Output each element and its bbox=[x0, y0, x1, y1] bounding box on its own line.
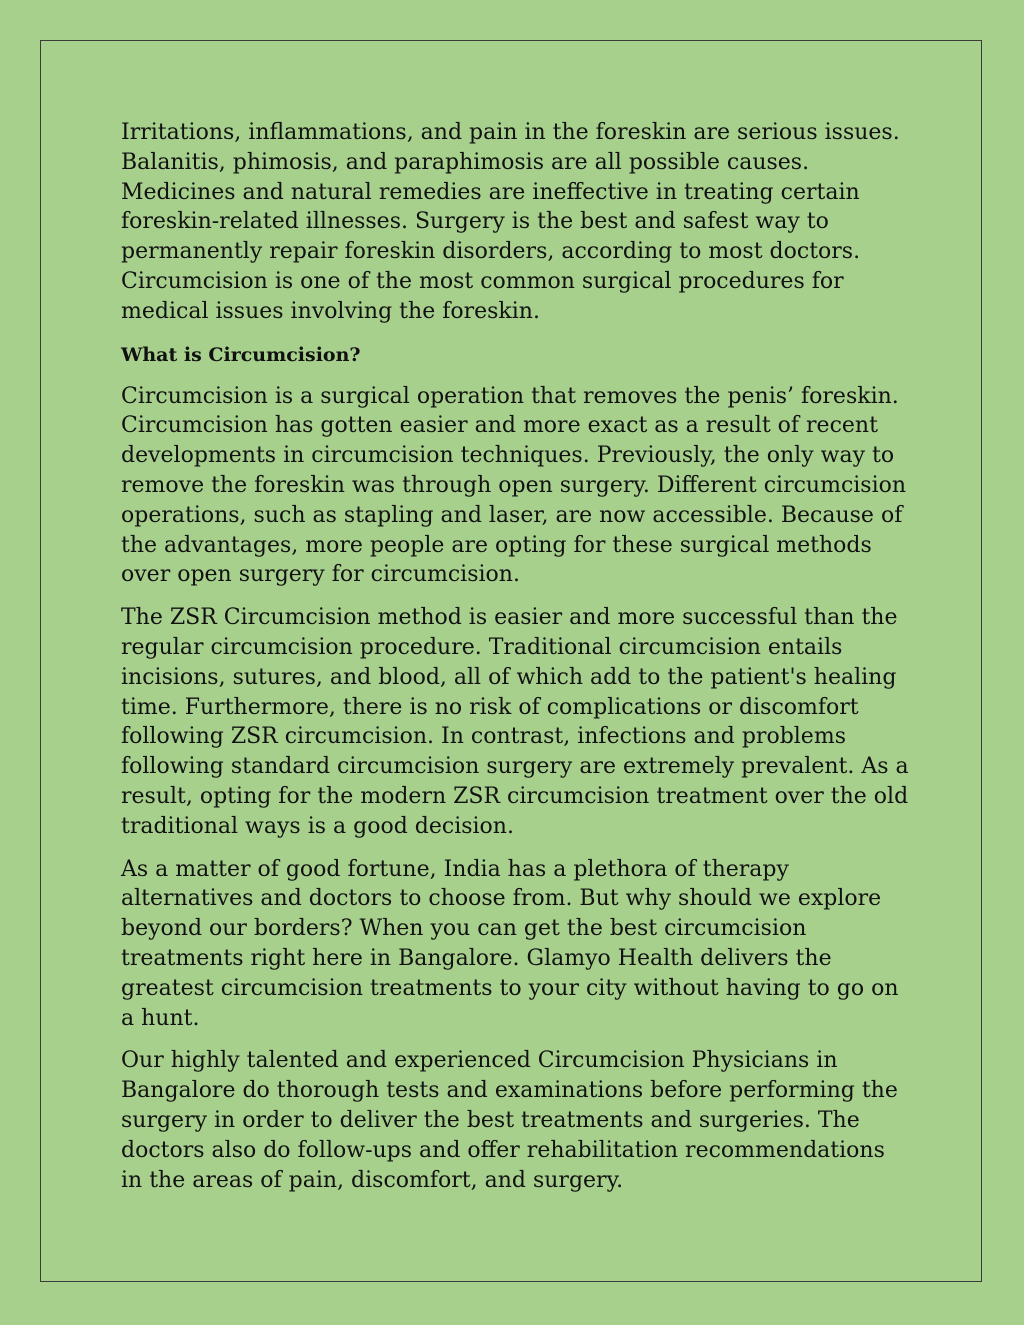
document-body bbox=[121, 118, 911, 1195]
paragraph-definition: Circumcision is a surgical operation that removes the penis’ foreskin. Circumcision has gotten easier and more exact as a result of recent developments in circumcision techniques. Previously, the only way to remove the foreskin was through open surgery. Different circumcision operations, such as stapling and laser, are now accessible. Because of the advantages, more people are opting for these surgical methods over open surgery for circumcision. bbox=[121, 383, 907, 588]
section-heading: What is Circumcision? bbox=[121, 343, 361, 366]
paragraph-zsr-method: The ZSR Circumcision method is easier and more successful than the regular circumcision procedure. Traditional circumcision entails incisions, sutures, and blood, all of which add to the patient's healing time. Furthermore, there is no risk of complications or discomfort following ZSR circumcision. In contrast, infections and problems following standard circumcision surgery are extremely prevalent. As a result, opting for the modern ZSR circumcision treatment over the old traditional ways is a good decision. bbox=[121, 605, 909, 839]
paragraph-physicians: Our highly talented and experienced Circumcision Physicians in Bangalore do thorough tests and examinations before performing the surgery in order to deliver the best treatments and surgeries. The doctors also do follow-ups and offer rehabilitation recommendations in the areas of pain, discomfort, and surgery. bbox=[121, 1048, 898, 1193]
intro-paragraph: Irritations, inflammations, and pain in the foreskin are serious issues. Balanitis, phimosis, and paraphimosis are all possible causes. Medicines and natural remedies are ineffective in treating certain foreskin-related illnesses. Surgery is the best and safest way to permanently repair foreskin disorders, according to most doctors. Circumcision is one of the most common surgical procedures for medical issues involving the foreskin. bbox=[121, 120, 900, 324]
paragraph-india-options: As a matter of good fortune, India has a plethora of therapy alternatives and doctors to choose from. But why should we explore beyond our borders? When you can get the best circumcision treatments right here in Bangalore. Glamyo Health delivers the greatest circumcision treatments to your city without having to go on a hunt. bbox=[121, 856, 899, 1031]
